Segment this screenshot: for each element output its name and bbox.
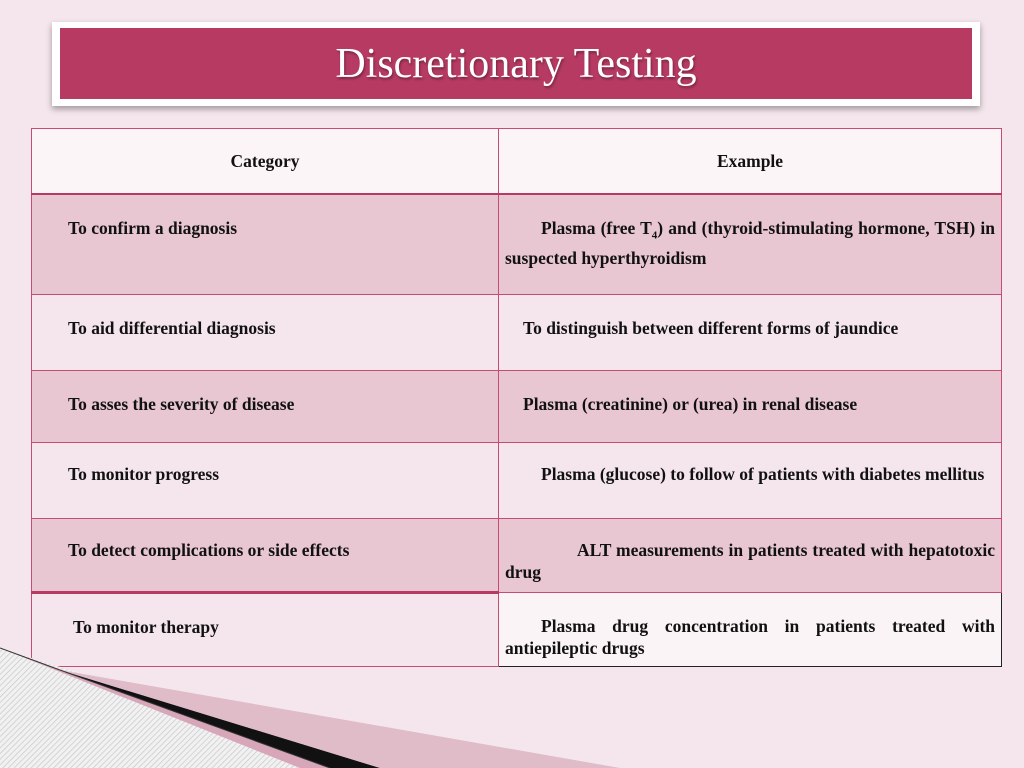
example-text: Plasma (glucose) to follow of patients with diabetes mellitus <box>541 463 985 484</box>
example-cell <box>499 294 1002 370</box>
example-cell <box>499 370 1002 442</box>
example-cell <box>499 518 1002 592</box>
category-cell: To confirm a diagnosis <box>32 194 499 294</box>
table-row <box>32 194 1002 294</box>
example-text: ) and (thyroid-stimulating hormone, TSH) in suspected hyperthyroidism <box>505 218 995 268</box>
header-example: Example <box>499 129 1002 195</box>
example-cell <box>499 442 1002 518</box>
table-header-row <box>32 129 1002 195</box>
example-text: To distinguish between different forms of jaundice <box>523 317 899 338</box>
table-row <box>32 370 1002 442</box>
example-text: ALT measurements in patients treated with hepatotoxic drug <box>505 539 995 582</box>
slide-title: Discretionary Testing <box>335 40 697 87</box>
corner-decoration <box>0 640 640 768</box>
example-text: Plasma (creatinine) or (urea) in renal disease <box>523 393 858 414</box>
table-row <box>32 518 1002 592</box>
example-text: Plasma drug concentration in patients treated with antiepileptic drugs <box>505 615 995 658</box>
category-cell: To aid differential diagnosis <box>32 294 499 370</box>
example-text: Plasma (free T <box>541 218 652 238</box>
category-cell: To monitor therapy <box>32 592 499 666</box>
header-category: Category <box>32 129 499 195</box>
example-cell <box>499 194 1002 294</box>
category-cell: To asses the severity of disease <box>32 370 499 442</box>
category-cell: To detect complications or side effects <box>32 518 499 592</box>
discretionary-testing-table <box>31 128 1002 667</box>
title-bar <box>60 28 972 99</box>
title-frame <box>52 22 980 106</box>
table-row <box>32 294 1002 370</box>
example-subscript: 4 <box>651 229 658 242</box>
category-cell: To monitor progress <box>32 442 499 518</box>
table-row <box>32 442 1002 518</box>
